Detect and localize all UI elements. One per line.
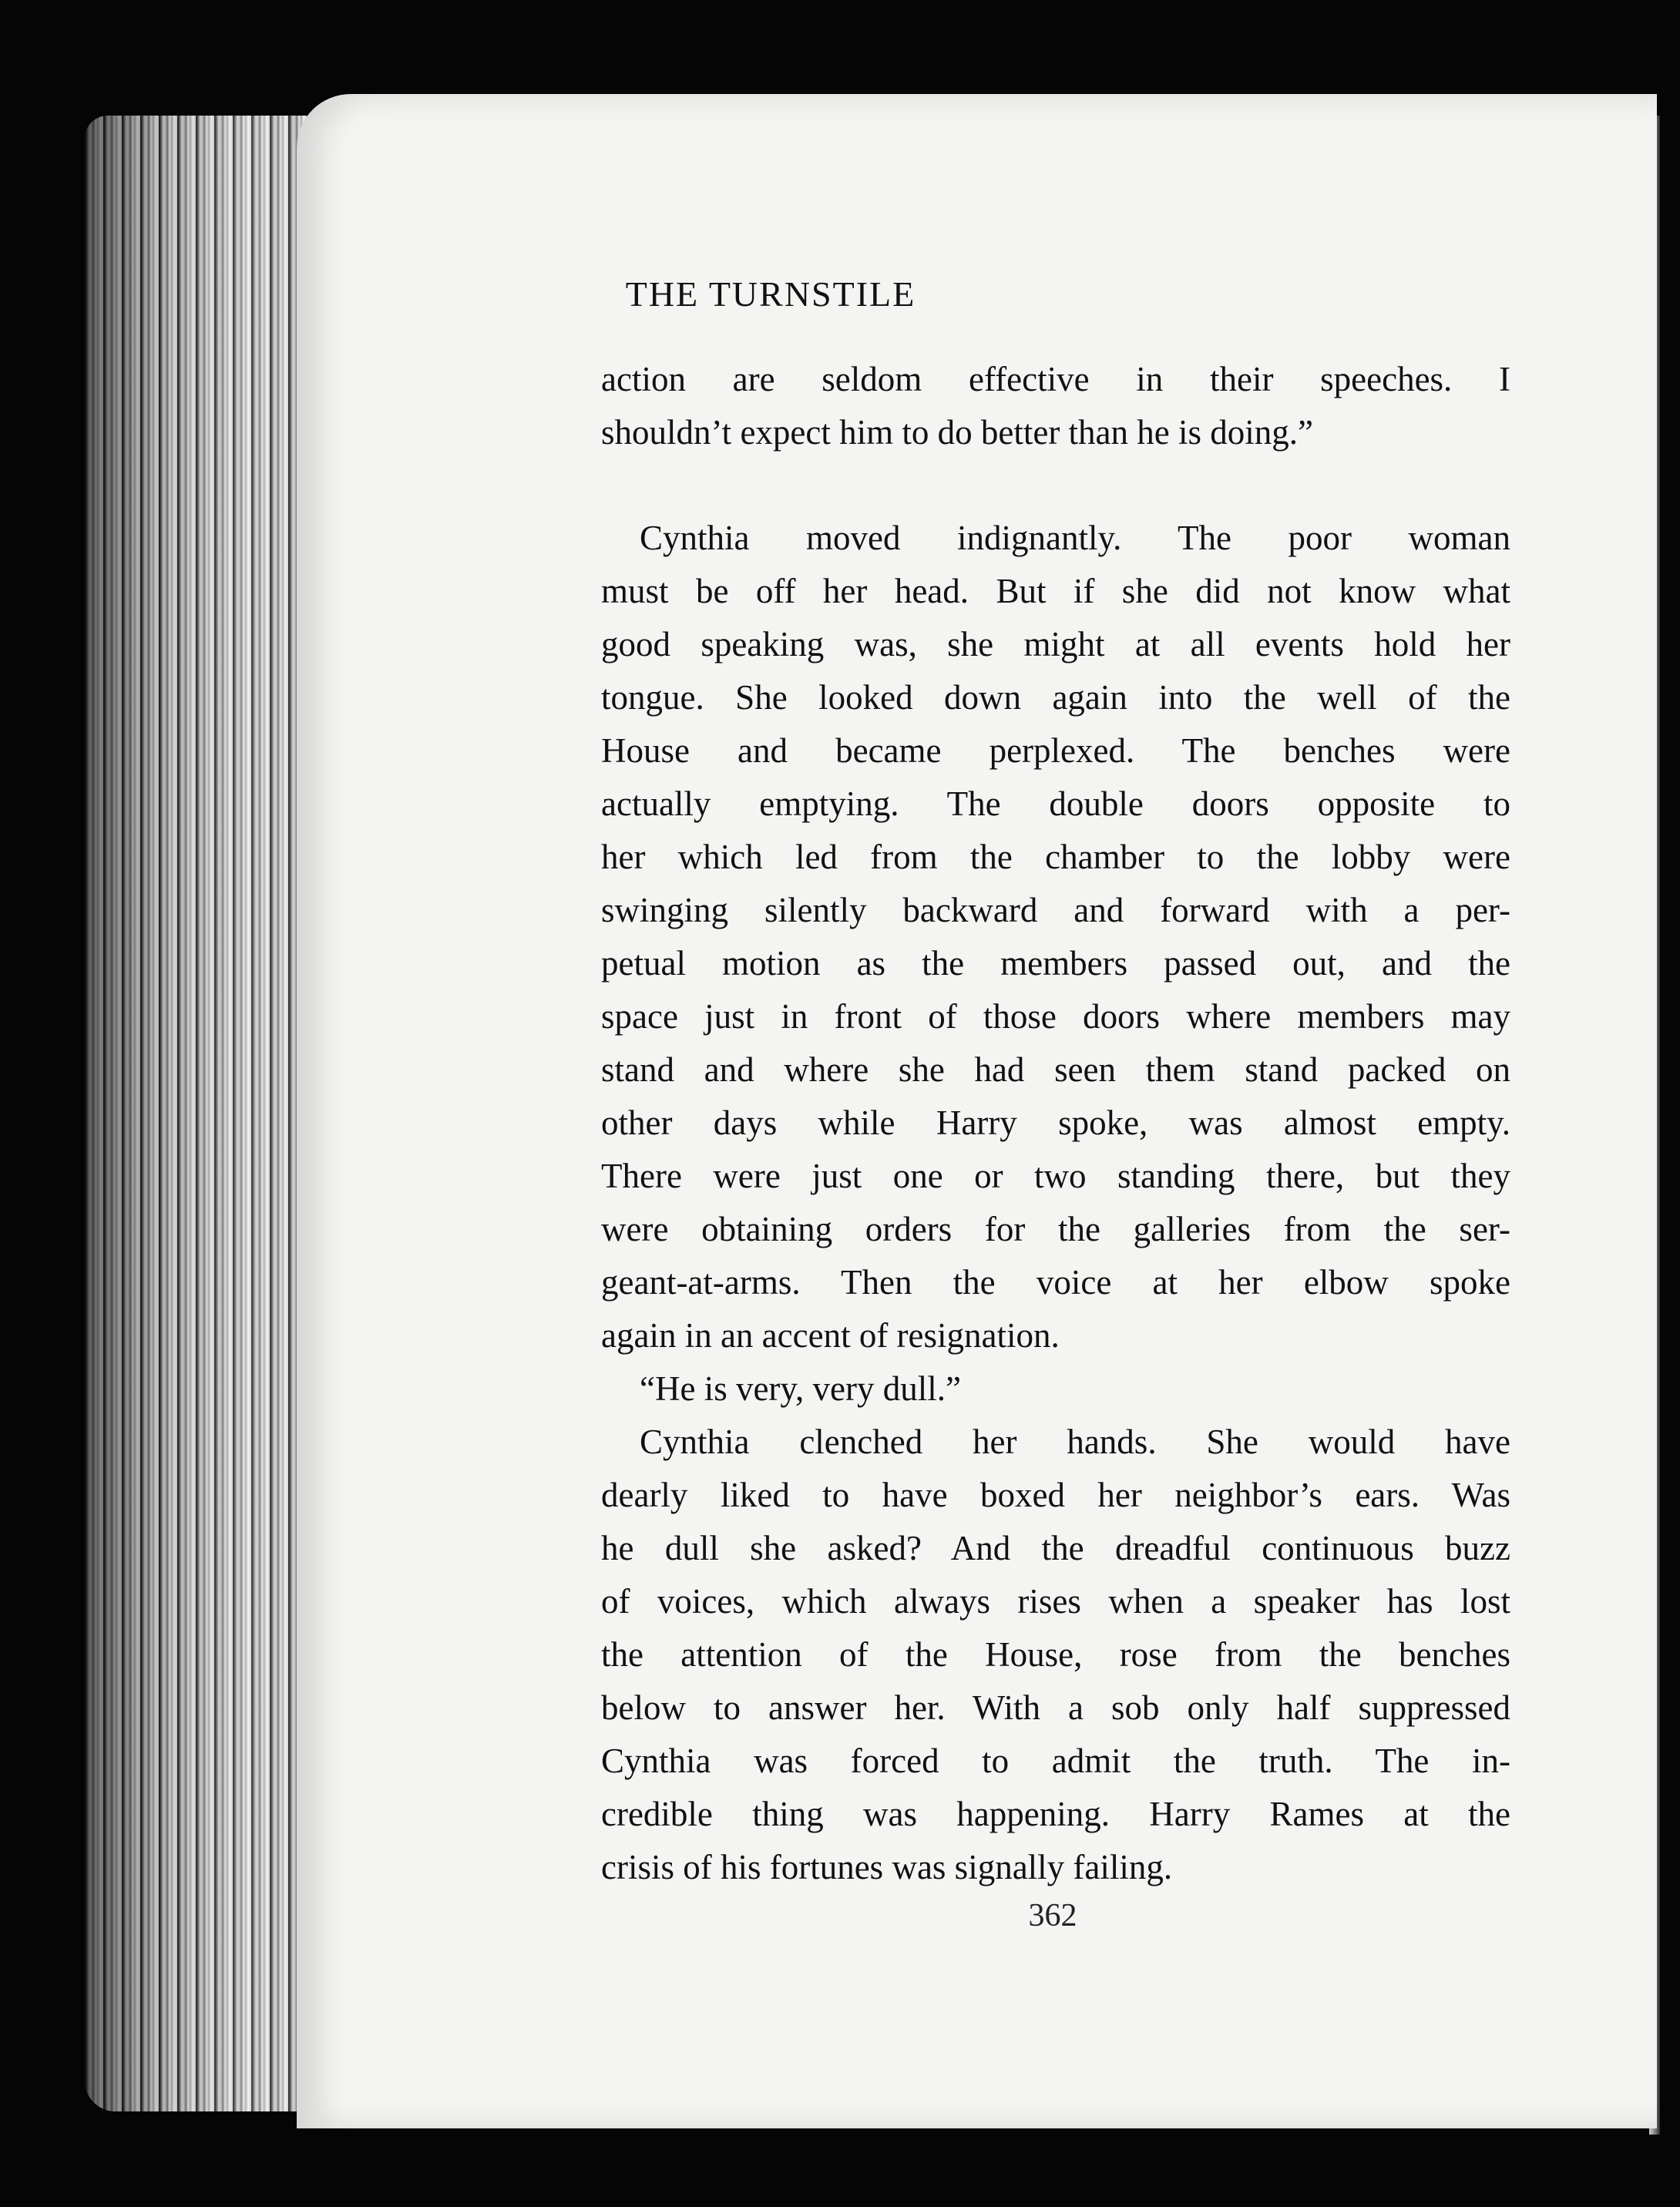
text-line: he dull she asked? And the dreadful continuous buzz xyxy=(601,1529,1510,1567)
paragraph-4 xyxy=(601,1416,1510,1894)
text-line: dearly liked to have boxed her neighbor’s ears. Was xyxy=(601,1476,1510,1514)
text-line: Cynthia clenched her hands. She would have xyxy=(640,1423,1510,1461)
page-edges xyxy=(85,116,316,2111)
text-line: petual motion as the members passed out, and the xyxy=(601,944,1510,983)
running-head: THE TURNSTILE xyxy=(625,274,916,314)
text-line: credible thing was happening. Harry Rames at the xyxy=(601,1795,1510,1833)
page-number: 362 xyxy=(1028,1898,1077,1933)
text-line: her which led from the chamber to the lobby were xyxy=(601,838,1510,876)
text-line: other days while Harry spoke, was almost empty. xyxy=(601,1104,1510,1142)
text-line: were obtaining orders for the galleries from the ser- xyxy=(601,1210,1510,1248)
text-line: tongue. She looked down again into the well of the xyxy=(601,678,1510,717)
text-line: good speaking was, she might at all events hold her xyxy=(601,625,1510,663)
text-line: space just in front of those doors where members may xyxy=(601,997,1510,1036)
text-line: “He is very, very dull.” xyxy=(640,1369,961,1408)
text-line: action are seldom effective in their speeches. I xyxy=(601,360,1510,398)
body-text xyxy=(601,353,1510,1894)
text-line: crisis of his fortunes was signally failing. xyxy=(601,1848,1173,1886)
text-line: House and became perplexed. The benches were xyxy=(601,731,1510,770)
text-line: the attention of the House, rose from the benches xyxy=(601,1635,1510,1674)
text-line: swinging silently backward and forward with a per- xyxy=(601,891,1510,929)
text-line: shouldn’t expect him to do better than he is doing.” xyxy=(601,413,1313,452)
paragraph-2 xyxy=(601,512,1510,1362)
text-line: Cynthia was forced to admit the truth. The in- xyxy=(601,1742,1510,1780)
text-line: There were just one or two standing there, but they xyxy=(601,1157,1510,1195)
text-line: Cynthia moved indignantly. The poor woman xyxy=(640,519,1510,557)
text-line: actually emptying. The double doors opposite to xyxy=(601,784,1510,823)
paragraph-3 xyxy=(601,1362,1510,1416)
text-line: geant-at-arms. Then the voice at her elbow spoke xyxy=(601,1263,1510,1302)
paragraph-gap xyxy=(601,459,1510,512)
text-line: below to answer her. With a sob only half suppressed xyxy=(601,1688,1510,1727)
text-line: again in an accent of resignation. xyxy=(601,1316,1060,1355)
paragraph-1 xyxy=(601,353,1510,459)
text-line: of voices, which always rises when a speaker has lost xyxy=(601,1582,1510,1621)
text-line: must be off her head. But if she did not know what xyxy=(601,572,1510,610)
text-line: stand and where she had seen them stand packed on xyxy=(601,1050,1510,1089)
